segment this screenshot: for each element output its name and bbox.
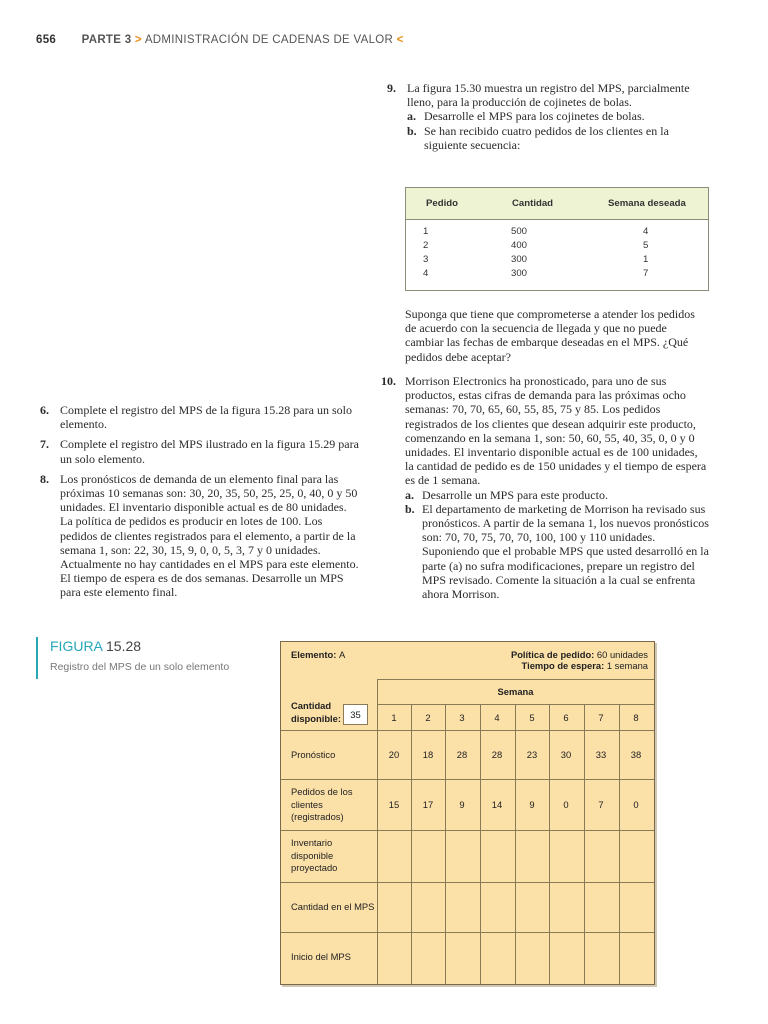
order-value: 7	[598, 799, 604, 810]
onhand-label: Cantidad disponible:	[291, 700, 341, 724]
subitem-label: b.	[407, 123, 417, 138]
question-text: Complete el registro del MPS de la figura 15.28 para un solo elemento.	[60, 403, 352, 432]
onhand-value: 35	[343, 704, 368, 725]
cell: 2	[423, 240, 429, 251]
forecast-value: 18	[422, 749, 434, 760]
order-value: 0	[633, 799, 639, 810]
forecast-value: 28	[491, 749, 503, 760]
paragraph: Suponga que tiene que comprometerse a atender los pedidos de acuerdo con la secuencia de llegada y que no puede cambiar las fechas de embarque deseadas en el MPS. ¿Qué pedidos debe aceptar?	[405, 307, 695, 364]
table-row	[643, 268, 648, 282]
question-text: La figura 15.30 muestra un registro del MPS, parcialmente lleno, para la producción de cojinetes de bolas.	[407, 81, 690, 110]
cell: 4	[643, 226, 649, 237]
order-value: 9	[459, 799, 465, 810]
header-arrow-right: >	[134, 34, 142, 46]
figure-caption: Registro del MPS de un solo elemento	[50, 661, 230, 673]
orders-table-header	[406, 188, 708, 220]
table-row	[511, 254, 527, 268]
table-row	[643, 254, 648, 268]
figure-title	[50, 638, 141, 654]
forecast-label: Pronóstico	[291, 749, 336, 760]
week-number: 7	[598, 712, 604, 723]
cell: 5	[643, 240, 649, 251]
item-value: A	[338, 649, 346, 660]
item-info	[291, 649, 345, 660]
mps-quantity-label: Cantidad en el MPS	[291, 901, 375, 912]
col-header: Semana deseada	[608, 198, 686, 209]
question-8	[40, 472, 360, 600]
question-6	[40, 403, 360, 431]
forecast-value: 38	[630, 749, 642, 760]
forecast-value: 30	[560, 749, 572, 760]
item-label: Elemento:	[291, 649, 337, 660]
forecast-value: 33	[595, 749, 607, 760]
mps-start-label: Inicio del MPS	[291, 951, 351, 962]
policy-info	[511, 649, 648, 671]
cell: 500	[511, 226, 528, 237]
running-header	[36, 34, 404, 46]
cell: 4	[423, 268, 429, 279]
question-7	[40, 437, 360, 465]
order-value: 9	[529, 799, 535, 810]
table-row	[511, 240, 527, 254]
table-row	[643, 226, 648, 240]
table-row	[511, 226, 527, 240]
lead-time-value: 1 semana	[606, 660, 648, 671]
subitem-b: Se han recibido cuatro pedidos de los clientes en la siguiente secuencia:	[424, 123, 669, 152]
subitem-label: a.	[407, 109, 416, 124]
subitem-label: a.	[405, 487, 414, 502]
table-row	[511, 268, 527, 282]
col-header: Cantidad	[512, 198, 554, 209]
page-number: 656	[36, 34, 57, 46]
table-row	[423, 268, 428, 282]
figure-label: FIGURA	[50, 638, 103, 654]
week-number: 4	[494, 712, 500, 723]
week-number: 5	[529, 712, 535, 723]
question-text: Morrison Electronics ha pronosticado, para uno de sus productos, estas cifras de demanda para las próximas ocho semanas: 70, 70, 65, 60, 55, 85, 75 y 85. Los pedidos registrados de los clientes que desean adquirir este producto, comenzando en la semana 1, son: 50, 60, 55, 40, 35, 0, 0 y 0 unidades. El inventario disponible actual es de 100 unidades, la cantidad de pedido es de 150 unidades y el tiempo de espera es de 1 semana.	[405, 374, 707, 488]
question-number: 6.	[40, 403, 49, 417]
policy-label: Política de pedido:	[510, 649, 595, 660]
order-value: 15	[388, 799, 400, 810]
week-number: 1	[391, 712, 397, 723]
header-arrow-left: <	[396, 34, 404, 46]
cell: 300	[511, 254, 528, 265]
week-number: 8	[633, 712, 639, 723]
table-row	[643, 240, 648, 254]
order-value: 0	[563, 799, 569, 810]
question-9	[387, 81, 709, 152]
question-number: 9.	[387, 81, 396, 95]
order-value: 17	[422, 799, 434, 810]
question-10	[381, 374, 709, 601]
order-value: 14	[491, 799, 503, 810]
cell: 3	[423, 254, 429, 265]
week-number: 6	[563, 712, 569, 723]
forecast-value: 23	[526, 749, 538, 760]
forecast-value: 28	[456, 749, 468, 760]
forecast-value: 20	[388, 749, 400, 760]
week-number: 2	[425, 712, 431, 723]
subitem-a: Desarrolle un MPS para este producto.	[422, 487, 608, 502]
subitem-label: b.	[405, 501, 415, 516]
week-header: Semana	[497, 686, 534, 697]
customer-orders-label: Pedidos de los clientes (registrados)	[291, 786, 353, 822]
question-number: 8.	[40, 471, 49, 486]
cell: 300	[511, 268, 528, 279]
cell: 1	[643, 254, 649, 265]
subitem-a: Desarrolle el MPS para los cojinetes de bolas.	[424, 109, 645, 124]
cell: 1	[423, 226, 429, 237]
policy-value: 60 unidades	[596, 649, 648, 660]
table-row	[423, 240, 428, 254]
cell: 7	[643, 268, 649, 279]
cell: 400	[511, 240, 528, 251]
questions-left-column	[40, 403, 360, 600]
table-row	[423, 226, 428, 240]
section-title: ADMINISTRACIÓN DE CADENAS DE VALOR	[144, 34, 394, 46]
question-9-followup	[405, 307, 707, 364]
week-number: 3	[459, 712, 465, 723]
col-header: Pedido	[426, 198, 458, 209]
part-label: PARTE 3	[81, 34, 132, 46]
subitem-b: El departamento de marketing de Morrison ha revisado sus pronósticos. A partir de la semana 1, los nuevos pronósticos son: 70, 70, 75, 70, 70, 100, 100 y 110 unidades. Suponiendo que el probable MPS que usted desarrolló en la parte (a) no sufra modificaciones, prepare un registro del MPS revisado. Comente la situación a la cual se enfrenta ahora Morrison.	[422, 501, 709, 602]
table-row	[423, 254, 428, 268]
orders-table	[405, 187, 709, 291]
mps-record	[280, 641, 655, 985]
figure-accent-bar	[36, 637, 38, 679]
question-number: 7.	[40, 437, 49, 452]
figure-number: 15.28	[106, 638, 142, 654]
lead-time-label: Tiempo de espera:	[521, 660, 605, 671]
question-text: Complete el registro del MPS ilustrado en la figura 15.29 para un solo elemento.	[60, 437, 359, 466]
question-number: 10.	[381, 374, 396, 388]
question-text: Los pronósticos de demanda de un elemento final para las próximas 10 semanas son: 30, 20, 35, 50, 25, 25, 0, 40, 0 y 50 unidades. El inventario disponible actual es de 80 unidades. La política de pedidos es producir en lotes de 100. Los pedidos de clientes registrados para el elemento, a partir de la semana 1, son: 22, 30, 15, 9, 0, 0, 5, 3, 7 y 0 unidades. Actualmente no hay cantidades en el MPS para este elemento. El tiempo de espera es de dos semanas. Desarrolle un MPS para este elemento final.	[60, 471, 359, 600]
projected-inventory-label: Inventario disponible proyectado	[291, 837, 338, 873]
